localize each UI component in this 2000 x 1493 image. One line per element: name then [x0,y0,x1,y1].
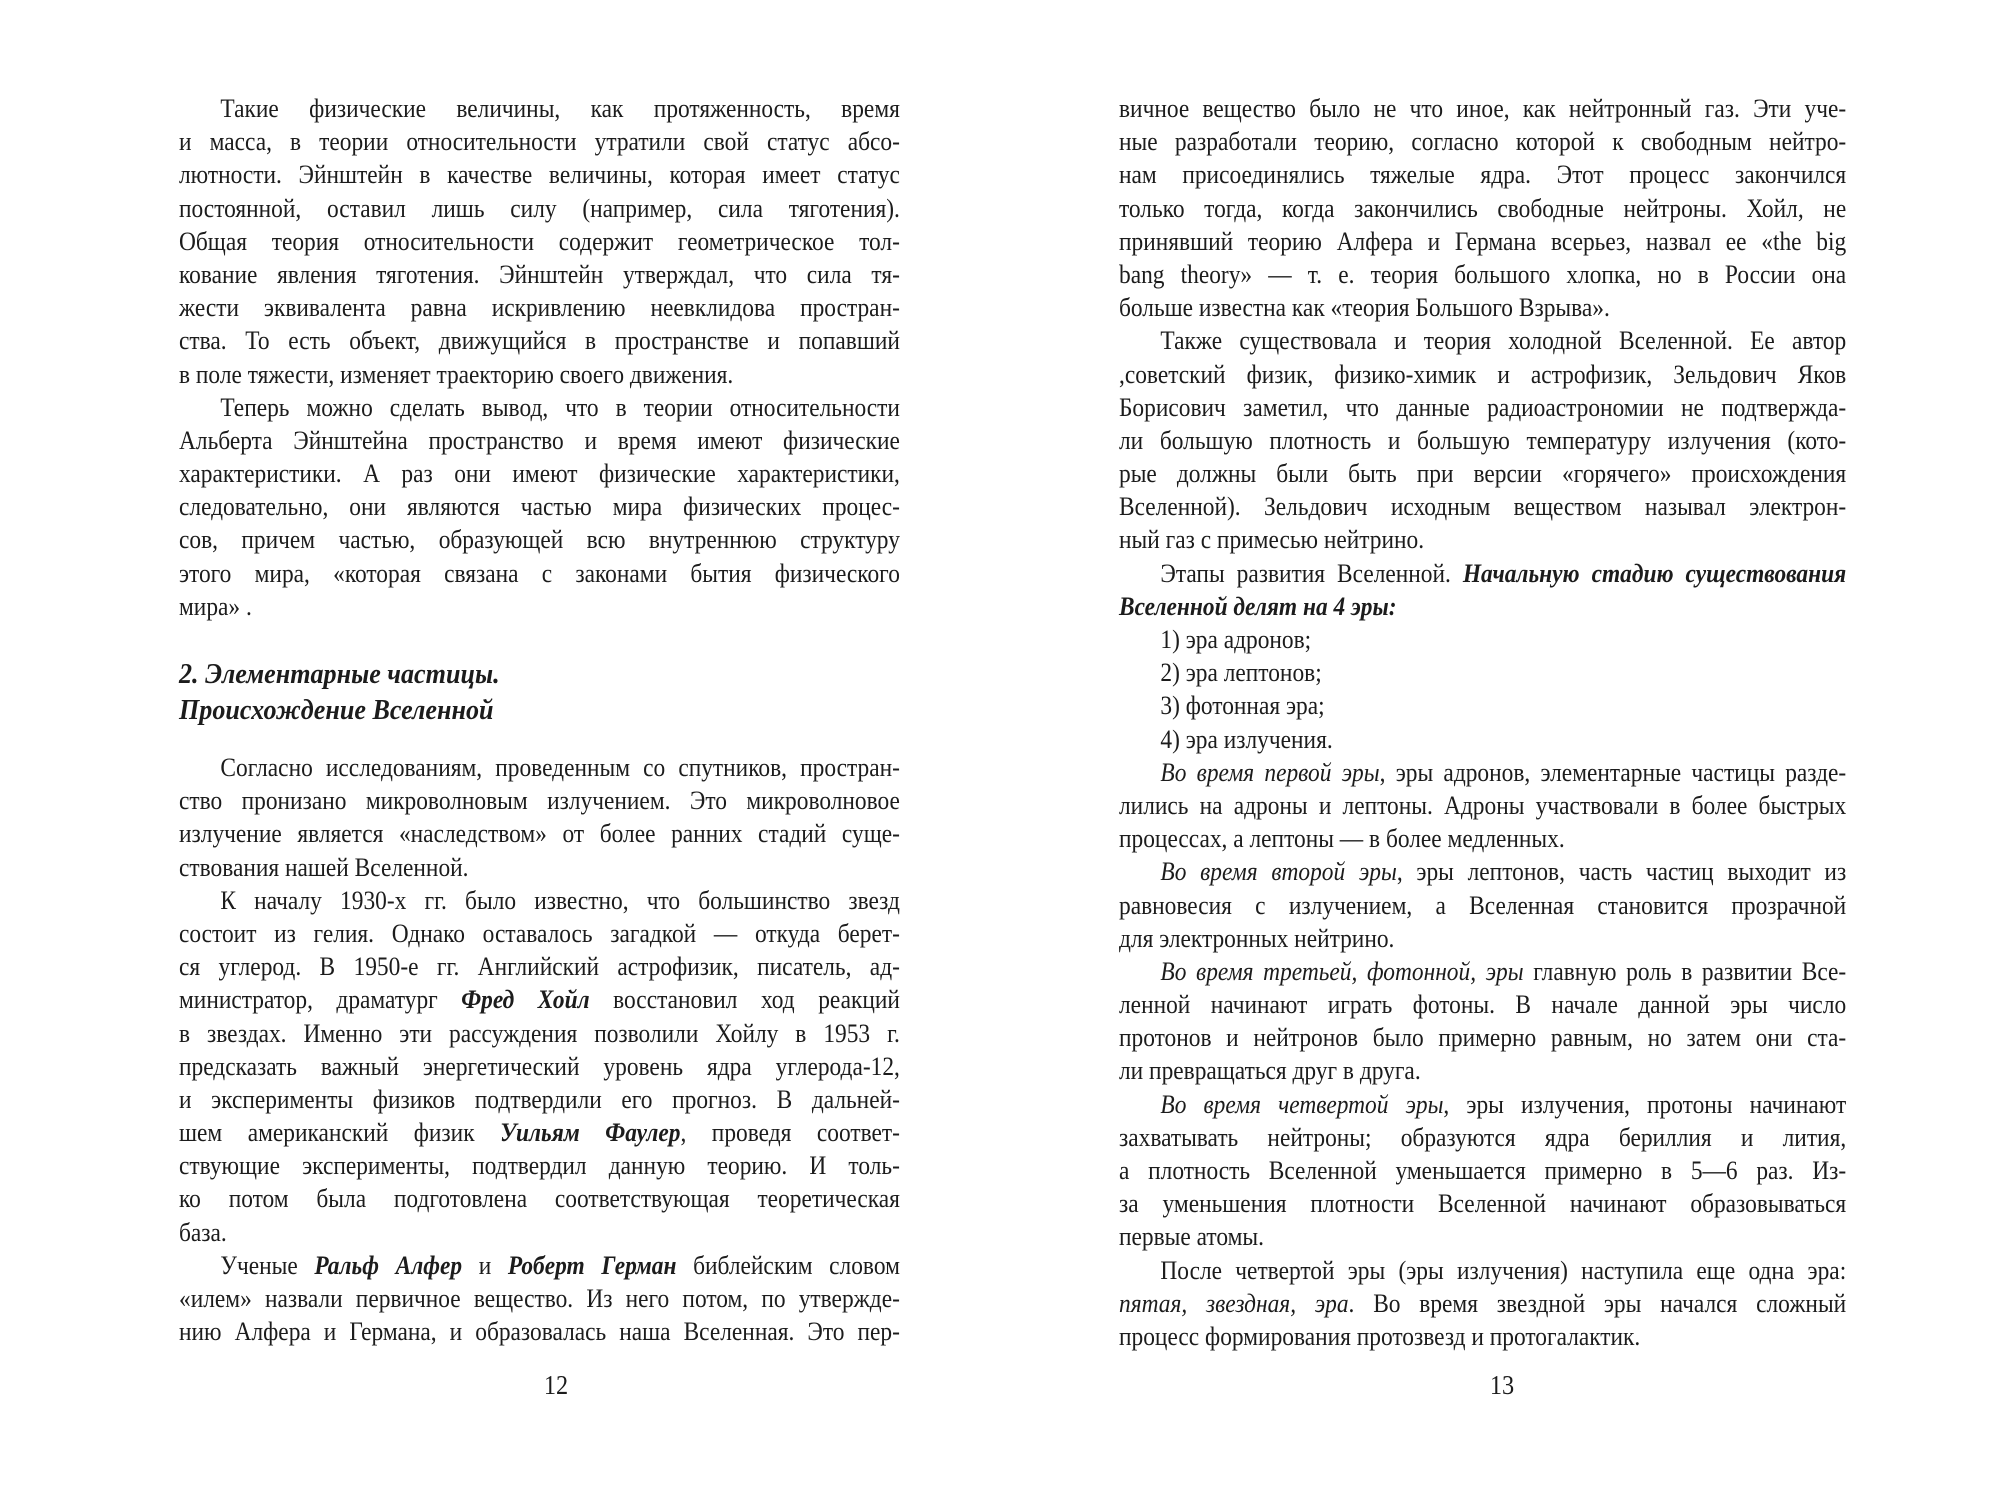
numbered-list [1119,623,1846,756]
text-segment: предсказать важный энергетический уровень ядра углерода-12, [179,1051,900,1081]
text-line [179,1249,900,1282]
page-number-right: 13 [1489,1370,1515,1400]
text-segment: Вселенной). Зельдович исходным веществом называл электрон- [1119,492,1847,522]
text-line [1119,1220,1846,1253]
text-segment: ленной начинают играть фотоны. В начале данной эры число [1119,990,1847,1020]
text-segment: Альберта Эйнштейна пространство и время имеют физические [179,425,900,455]
text-segment: рые должны были быть при версии «горячего» происхождения [1119,459,1847,489]
text-segment: ствующие эксперименты, подтвердил данную теорию. И толь- [179,1151,900,1181]
text-line [1119,1254,1846,1287]
paragraph [179,92,900,391]
text-segment: ,советский физик, физико-химик и астрофизик, Зельдович Яков [1119,359,1847,389]
list-item [1119,689,1846,722]
text-line [179,125,900,158]
text-segment: Борисович заметил, что данные радиоастрономии не подтвержда- [1119,392,1847,422]
text-segment: «илем» назвали первичное вещество. Из него потом, по утвержде- [179,1284,900,1313]
text-segment: ство пронизано микроволновым излучением. Это микроволновое [179,786,900,816]
text-segment: лютности. Эйнштейн в качестве величины, которая имеет статус [179,160,900,190]
text-segment: для электронных нейтрино. [1119,923,1395,953]
text-segment: 4) эра излучения. [1160,724,1333,754]
text-segment: протонов и нейтронов было примерно равным, но затем они ста- [1119,1023,1847,1053]
text-segment: и [462,1250,508,1280]
text-segment: за уменьшения плотности Вселенной начинают образовываться [1119,1189,1847,1219]
text-line [1119,955,1846,988]
text-segment: Происхождение Вселенной [179,694,494,726]
text-segment: лились на адроны и лептоны. Адроны участвовали в более быстрых [1119,790,1847,820]
text-line [1119,889,1846,922]
text-line [179,751,900,784]
text-line [1119,192,1846,225]
text-segment: После четвертой эры (эры излучения) наступила еще одна эра: [1160,1255,1847,1285]
text-segment: больше известна как «теория Большого Взрыва». [1119,293,1610,323]
text-line [179,950,900,983]
paragraph [1119,324,1846,556]
text-line [179,1017,900,1050]
text-segment: процессах, а лептоны — в более медленных. [1119,824,1565,854]
text-line [1119,490,1846,523]
italic-text: Во время третьей, фотонной, эры [1160,956,1524,986]
text-segment: только тогда, когда закончились свободные нейтроны. Хойл, не [1119,193,1847,223]
text-line [179,1182,900,1215]
italic-text: пятая, звездная, эра [1119,1288,1349,1318]
text-line [1119,125,1846,158]
text-line [179,225,900,258]
text-line [179,1116,900,1149]
text-line [179,784,900,817]
paragraph [1119,955,1846,1088]
text-segment: ко потом была подготовлена соответствующая теоретическая [179,1184,900,1214]
text-line [1119,789,1846,822]
text-line [1119,1121,1846,1154]
text-line [179,1216,900,1249]
text-line [179,291,900,324]
text-segment: ся углерод. В 1950-е гг. Английский астрофизик, писатель, ад- [179,952,900,982]
text-segment: библейским словом [676,1250,900,1280]
text-line [1119,1287,1846,1320]
text-segment: мира» . [179,591,252,621]
text-line [1119,1187,1846,1220]
text-line [1119,358,1846,391]
text-line [179,1315,900,1348]
text-segment: кование явления тяготения. Эйнштейн утверждал, что сила тя- [179,259,900,289]
page-number-left: 12 [543,1370,569,1400]
paragraph [1119,1088,1846,1254]
text-line [1119,258,1846,291]
text-segment: ный газ с примесью нейтрино. [1119,525,1425,555]
text-line [1119,158,1846,191]
text-segment: процесс формирования протозвезд и протогалактик. [1119,1321,1641,1351]
text-line [179,590,900,623]
text-segment: следовательно, они являются частью мира физических процес- [179,492,900,522]
text-line [1119,756,1846,789]
italic-text: Во время второй эры [1160,857,1397,887]
text-segment: вичное вещество было не что иное, как нейтронный газ. Эти уче- [1119,94,1847,123]
text-segment: характеристики. А раз они имеют физические характеристики, [179,459,900,489]
text-segment: , проведя соответ- [680,1118,900,1148]
text-line [179,192,900,225]
text-line [179,656,900,692]
paragraph [1119,92,1846,324]
italic-text: Во время первой эры [1160,757,1380,787]
text-line [1119,855,1846,888]
text-segment: К началу 1930-х гг. было известно, что большинство звезд [220,885,900,915]
text-line [179,324,900,357]
text-line [1119,291,1846,324]
text-line [179,523,900,556]
text-segment: 1) эра адронов; [1160,625,1312,654]
text-line [1119,922,1846,955]
text-line [179,557,900,590]
text-line [1119,391,1846,424]
text-segment: Теперь можно сделать вывод, что в теории относительности [220,392,900,422]
text-segment: база. [179,1217,227,1247]
text-line [179,983,900,1016]
paragraph [1119,557,1846,623]
text-segment: сов, причем частью, образующей всю внутреннюю структуру [179,525,900,555]
bold-italic-text: Роберт Герман [507,1250,677,1280]
text-line [1119,590,1846,623]
text-line [1119,1320,1846,1353]
paragraph [179,884,900,1249]
list-item [1119,723,1846,756]
text-segment: министратор, драматург [179,985,462,1015]
text-segment: состоит из гелия. Однако оставалось загадкой — откуда берет- [179,918,900,948]
text-segment: излучение является «наследством» от более ранних стадий суще- [179,819,900,849]
text-line [1119,424,1846,457]
text-segment: захватывать нейтроны; образуются ядра бериллия и лития, [1119,1122,1847,1152]
text-segment: ли превращаться друг в друга. [1119,1056,1421,1086]
text-segment: и эксперименты физиков подтвердили его прогноз. В дальней- [179,1084,900,1114]
text-segment: первые атомы. [1119,1222,1264,1252]
list-item [1119,623,1846,656]
text-segment: этого мира, «которая связана с законами бытия физического [179,558,900,588]
text-line [1119,457,1846,490]
text-line [179,884,900,917]
text-segment: постоянной, оставил лишь силу (например, сила тяготения). [179,193,900,223]
text-segment: 2) эра лептонов; [1160,658,1322,688]
text-segment: в звездах. Именно эти рассуждения позволили Хойлу в 1953 г. [179,1018,900,1048]
text-segment: ли большую плотность и большую температуру излучения (кото- [1119,425,1847,455]
text-segment: bang theory» — т. е. теория большого хлопка, но в России она [1119,259,1847,289]
text-line [1119,92,1846,125]
text-segment: главную роль в развитии Все- [1523,956,1847,986]
text-line [179,917,900,950]
text-line [179,158,900,191]
right-page-text [1119,92,1846,1353]
text-segment: ствования нашей Вселенной. [179,852,469,882]
text-line [179,358,900,391]
text-line [1119,988,1846,1021]
text-line [1119,523,1846,556]
text-segment: нам присоединялись тяжелые ядра. Этот процесс закончился [1119,160,1847,190]
text-line [1119,557,1846,590]
text-segment: Такие физические величины, как протяженность, время [220,94,900,123]
left-page-text [179,92,900,1348]
text-line [1119,1088,1846,1121]
paragraph [179,1249,900,1349]
italic-text: Во время четвертой эры [1160,1089,1444,1119]
text-segment: 3) фотонная эра; [1160,691,1325,721]
text-segment: ные разработали теорию, согласно которой к свободным нейтро- [1119,127,1847,157]
text-line [1119,1054,1846,1087]
text-segment: . Во время звездной эры начался сложный [1348,1288,1847,1318]
paragraph [179,391,900,623]
text-segment: 2. Элементарные частицы. [179,658,500,690]
text-segment: в поле тяжести, изменяет траекторию своего движения. [179,359,734,389]
text-line [179,258,900,291]
paragraph [179,751,900,884]
paragraph [1119,756,1846,856]
text-line [179,1050,900,1083]
text-line [1119,324,1846,357]
bold-italic-text: Ральф Алфер [314,1250,463,1280]
text-segment: восстановил ход реакций [589,985,900,1015]
text-segment: и масса, в теории относительности утратили свой статус абсо- [179,127,900,157]
text-segment: Этапы развития Вселенной. [1160,558,1463,588]
text-line [179,92,900,125]
text-segment: Общая теория относительности содержит геометрическое тол- [179,226,900,256]
bold-italic-text: Начальную стадию существования [1462,558,1847,588]
text-line [179,1282,900,1315]
text-line [179,851,900,884]
text-line [1119,1154,1846,1187]
paragraph [1119,1254,1846,1354]
section-heading [179,656,900,728]
text-line [1119,822,1846,855]
text-segment: нию Алфера и Германа, и образовалась наша Вселенная. Это пер- [179,1317,900,1347]
text-line [179,1083,900,1116]
list-item [1119,656,1846,689]
text-line [179,692,900,728]
text-segment: Ученые [220,1250,315,1280]
bold-italic-text: Фред Хойл [461,985,590,1015]
text-segment: принявший теорию Алфера и Германа всерьез, назвал ее «the big [1119,226,1847,256]
bold-italic-text: Вселенной делят на 4 эры: [1119,591,1397,621]
text-segment: Согласно исследованиям, проведенным со спутников, простран- [220,753,900,782]
text-line [179,817,900,850]
text-segment: , эры лептонов, часть частиц выходит из [1396,857,1847,887]
text-line [1119,1021,1846,1054]
paragraph [1119,855,1846,955]
text-line [179,424,900,457]
text-line [179,391,900,424]
bold-italic-text: Уильям Фаулер [500,1118,681,1148]
text-line [179,1149,900,1182]
text-segment: Также существовала и теория холодной Вселенной. Ее автор [1160,326,1847,356]
text-line [1119,225,1846,258]
text-segment: , эры излучения, протоны начинают [1443,1089,1847,1119]
text-line [179,457,900,490]
text-segment: а плотность Вселенной уменьшается примерно в 5—6 раз. Из- [1119,1156,1847,1185]
text-segment: шем американский физик [179,1118,501,1148]
text-line [179,490,900,523]
text-segment: ства. То есть объект, движущийся в пространстве и попавший [179,326,900,356]
text-segment: равновесия с излучением, а Вселенная становится прозрачной [1119,890,1847,920]
text-segment: , эры адронов, элементарные частицы разде- [1379,757,1847,787]
text-segment: жести эквивалента равна искривлению неевклидова простран- [179,293,900,323]
